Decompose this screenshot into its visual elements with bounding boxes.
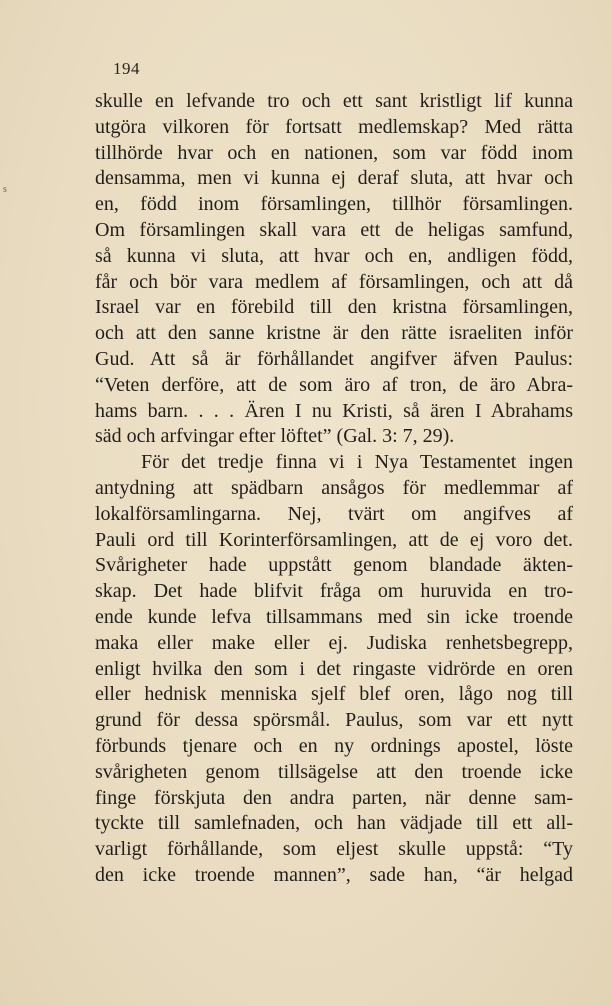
text-line: antydning att spädbarn ansågos för medlemmar af: [95, 476, 573, 499]
text-line: en, född inom församlingen, tillhör församlingen.: [95, 193, 573, 216]
text-line: eller hednisk menniska sjelf blef oren, lågo nog till: [95, 683, 573, 706]
text-line: säd och arfvingar efter löftet” (Gal. 3: 7, 29).: [95, 425, 455, 448]
text-line: varligt förhållande, som eljest skulle uppstå: “Ty: [95, 838, 573, 861]
text-line: Israel var en förebild till den kristna församlingen,: [95, 296, 573, 319]
text-line: finge förskjuta den andra parten, när denne sam-: [95, 786, 573, 809]
text-line: maka eller make eller ej. Judiska renhetsbegrepp,: [95, 631, 573, 654]
margin-mark: s: [3, 184, 7, 195]
text-line: För det tredje finna vi i Nya Testamentet ingen: [141, 451, 573, 474]
text-line: Gud. Att så är förhållandet angifver äfven Paulus:: [95, 347, 573, 370]
text-line: och att den sanne kristne är den rätte israeliten inför: [95, 322, 573, 345]
text-line: ende kunde lefva tillsammans med sin icke troende: [95, 605, 573, 628]
text-line: “Veten derföre, att de som äro af tron, de äro Abra-: [95, 373, 573, 396]
text-line: tillhörde hvar och en nationen, som var född inom: [95, 141, 573, 164]
text-line: densamma, men vi kunna ej deraf sluta, att hvar och: [95, 167, 573, 190]
text-line: enligt hvilka den som i det ringaste vidrörde en oren: [95, 657, 573, 680]
text-line: skap. Det hade blifvit fråga om huruvida en tro-: [95, 580, 573, 603]
text-line: tyckte till samlefnaden, och han vädjade till ett all-: [95, 812, 573, 835]
text-line: utgöra vilkoren för fortsatt medlemskap? Med rätta: [95, 115, 573, 138]
text-line: får och bör vara medlem af församlingen, och att då: [95, 270, 573, 293]
text-line: den icke troende mannen”, sade han, “är helgad: [95, 863, 573, 886]
text-line: grund för dessa spörsmål. Paulus, som var ett nytt: [95, 709, 573, 732]
text-line: svårigheten genom tillsägelse att den troende icke: [95, 760, 573, 783]
text-line: så kunna vi sluta, att hvar och en, andligen född,: [95, 244, 573, 267]
text-line: lokalförsamlingarna. Nej, tvärt om angifves af: [95, 502, 573, 525]
text-line: hams barn. . . . Ären I nu Kristi, så ären I Abrahams: [95, 399, 573, 422]
body-text: [95, 89, 573, 889]
text-line: Om församlingen skall vara ett de heligas samfund,: [95, 218, 573, 241]
text-line: Pauli ord till Korinterförsamlingen, att de ej voro det.: [95, 528, 573, 551]
text-line: Svårigheter hade uppstått genom blandade äkten-: [95, 554, 573, 577]
page-number: 194: [113, 59, 140, 78]
text-line: skulle en lefvande tro och ett sant kristligt lif kunna: [95, 90, 573, 112]
text-line: förbunds tjenare och en ny ordnings apostel, löste: [95, 734, 573, 757]
